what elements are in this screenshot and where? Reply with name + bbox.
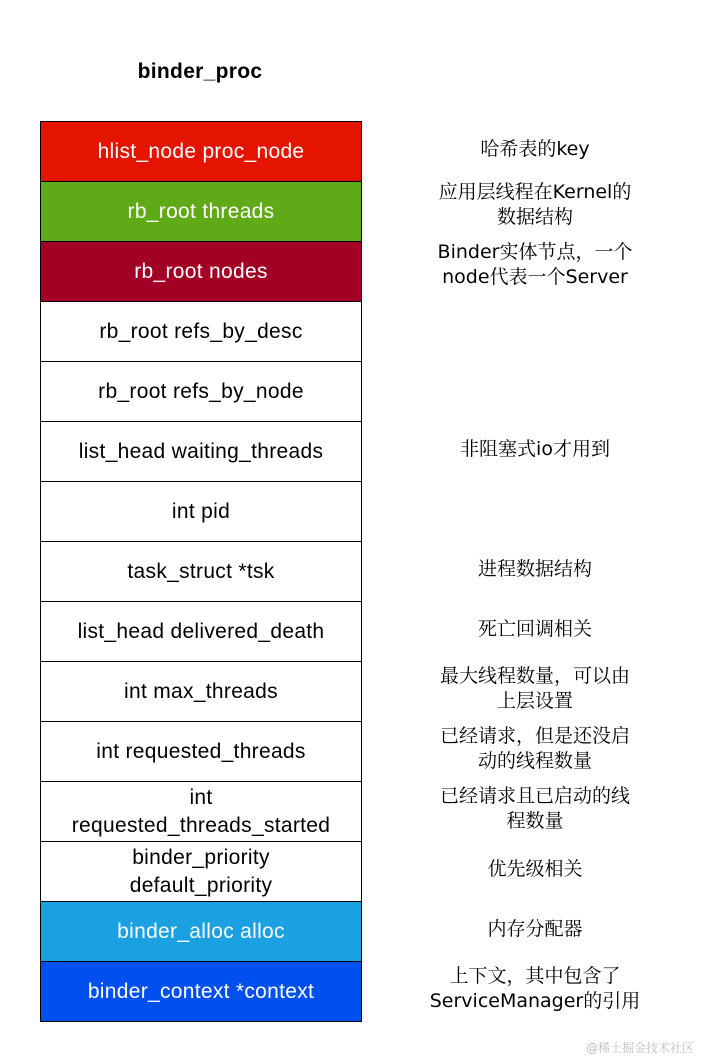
field-binder-alloc-alloc bbox=[41, 902, 361, 962]
field-note: 死亡回调相关 bbox=[477, 617, 592, 640]
field-label-line: binder_priority bbox=[132, 845, 270, 869]
field-note: 进程数据结构 bbox=[477, 557, 592, 580]
field-label: binder_context *context bbox=[87, 979, 315, 1003]
watermark: @稀土掘金技术社区 bbox=[585, 1041, 694, 1055]
field-binder-priority-default-priority bbox=[41, 842, 361, 902]
field-note-line: 程数量 bbox=[506, 810, 564, 832]
field-note: 优先级相关 bbox=[487, 857, 583, 880]
field-label-line: int bbox=[189, 785, 213, 809]
field-list-head-delivered-death bbox=[41, 602, 361, 662]
field-label: task_struct *tsk bbox=[127, 559, 275, 583]
field-note-line: ServiceManager的引用 bbox=[429, 990, 641, 1012]
field-rb-root-threads bbox=[41, 182, 361, 242]
field-note-line: 动的线程数量 bbox=[477, 750, 592, 772]
field-task-struct-tsk bbox=[41, 542, 361, 602]
field-label: rb_root refs_by_node bbox=[98, 379, 304, 403]
field-note-line: 应用层线程在Kernel的 bbox=[438, 181, 632, 203]
field-rb-root-refs-by-node bbox=[41, 362, 361, 422]
binder-proc-struct bbox=[40, 121, 362, 1022]
field-rb-root-nodes bbox=[41, 242, 361, 302]
field-label: int pid bbox=[171, 499, 231, 523]
field-int-pid bbox=[41, 482, 361, 542]
field-int-requested-threads-started bbox=[41, 782, 361, 842]
field-label: binder_alloc alloc bbox=[117, 919, 285, 943]
field-label: rb_root refs_by_desc bbox=[99, 319, 303, 343]
field-note bbox=[390, 784, 680, 834]
field-int-requested-threads bbox=[41, 722, 361, 782]
field-label: list_head delivered_death bbox=[77, 619, 325, 643]
field-label: rb_root threads bbox=[127, 199, 275, 223]
struct-title: binder_proc bbox=[137, 60, 263, 83]
field-int-max-threads bbox=[41, 662, 361, 722]
field-note: 哈希表的key bbox=[480, 137, 590, 160]
field-label: int requested_threads bbox=[96, 739, 306, 763]
field-note bbox=[390, 240, 680, 290]
field-label-line: default_priority bbox=[129, 873, 273, 897]
field-label: hlist_node proc_node bbox=[97, 139, 305, 163]
field-note-line: Binder实体节点，一个 bbox=[437, 241, 633, 263]
field-rb-root-refs-by-desc bbox=[41, 302, 361, 362]
field-note-line: 最大线程数量，可以由 bbox=[439, 665, 630, 687]
field-note bbox=[390, 180, 680, 230]
field-note-line: 数据结构 bbox=[496, 206, 573, 228]
field-note bbox=[390, 724, 680, 774]
field-label: rb_root nodes bbox=[134, 259, 268, 283]
field-note: 非阻塞式io才用到 bbox=[460, 437, 610, 460]
field-label-line: requested_threads_started bbox=[71, 813, 331, 837]
field-note: 内存分配器 bbox=[487, 917, 583, 940]
field-label: list_head waiting_threads bbox=[78, 439, 324, 463]
field-list-head-waiting-threads bbox=[41, 422, 361, 482]
field-note bbox=[390, 664, 680, 714]
field-note-line: 上下文，其中包含了 bbox=[449, 965, 621, 987]
field-note-line: 已经请求，但是还没启 bbox=[439, 725, 630, 747]
field-note-line: 上层设置 bbox=[496, 690, 573, 712]
field-note-line: 已经请求且已启动的线 bbox=[439, 785, 630, 807]
field-binder-context-context bbox=[41, 962, 361, 1022]
field-note bbox=[390, 964, 680, 1014]
field-label: int max_threads bbox=[124, 679, 278, 703]
field-note-line: node代表一个Server bbox=[442, 266, 628, 288]
field-hlist-node-proc-node bbox=[41, 122, 361, 182]
